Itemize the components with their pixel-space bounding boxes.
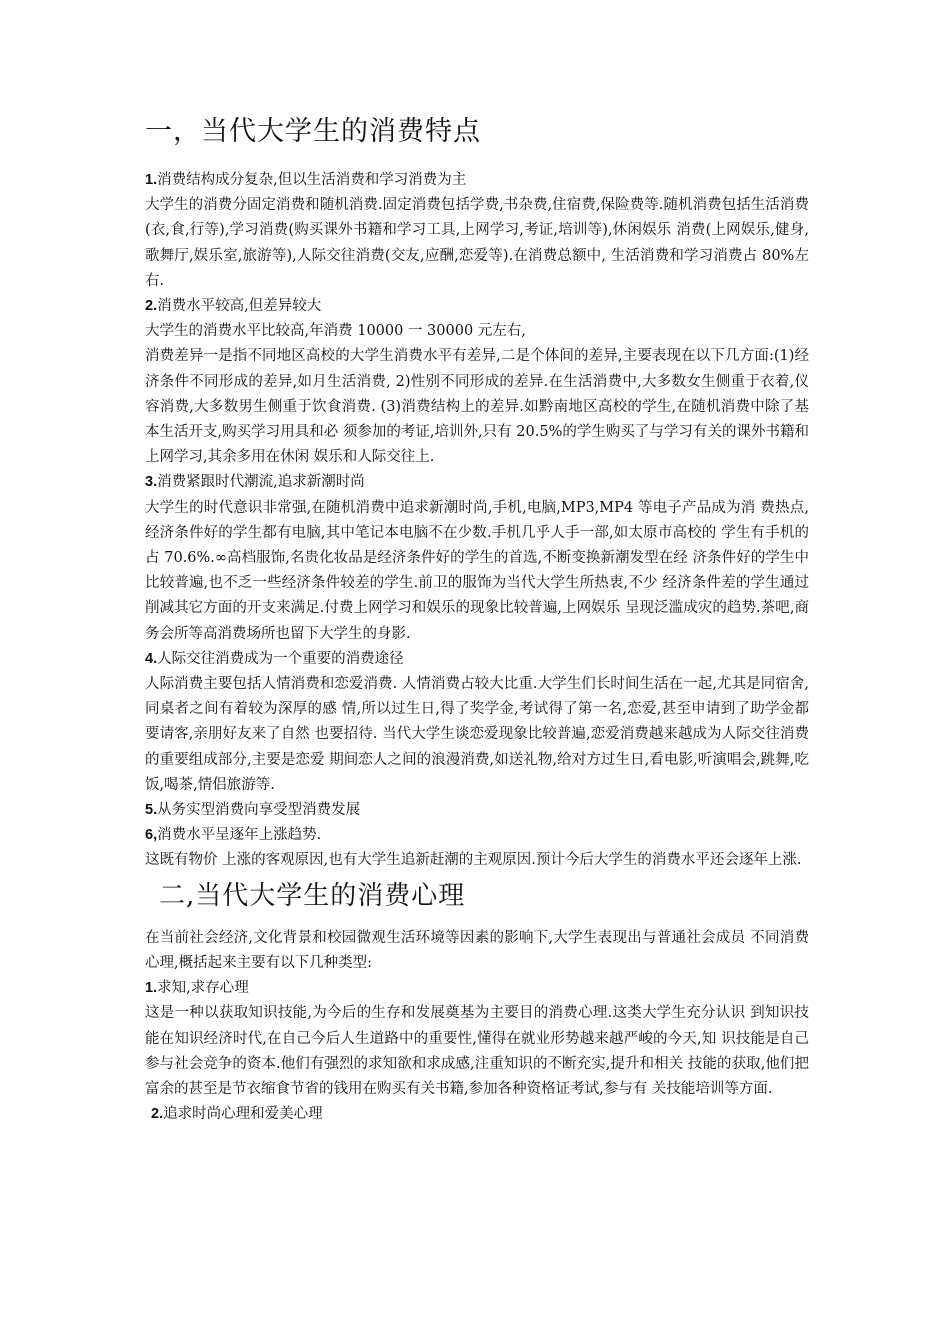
subheading-5	[145, 798, 809, 823]
subheading-3	[145, 470, 809, 495]
subheading-number: 1.	[145, 172, 158, 188]
section-1-title: 一，当代大学生的消费特点	[145, 116, 481, 147]
paragraph: 大学生的消费分固定消费和随机消费.固定消费包括学费,书杂费,住宿费,保险费等.随机消费包括生活消费(衣,食,行等),学习消费(购买课外书籍和学习工具,上网学习,考证,培训等),休闲娱乐 消费(上网娱乐,健身,歌舞厅,娱乐室,旅游等),人际交往消费(交友,应酬,恋爱等).在消费总额中, 生活消费和学习消费占 80%左右.	[145, 197, 809, 289]
subheading-s2-2	[145, 1102, 809, 1127]
subheading-number: 1.	[145, 980, 158, 997]
subheading-text: 从务实型消费向享受型消费发展	[157, 802, 361, 819]
paragraph: 大学生的时代意识非常强,在随机消费中追求新潮时尚,手机,电脑,MP3,MP4 等电子产品成为消 费热点,经济条件好的学生都有电脑,其中笔记本电脑不在少数.手机几乎人手一部,如太原市高校的 学生有手机的占 70.6%.∞高档服饰,名贵化妆品是经济条件好的学生的首选,不断变换新潮发型在经 济条件好的学生中比较普遍,也不乏一些经济条件较差的学生.前卫的服饰为当代大学生所热衷,不少 经济条件差的学生通过削减其它方面的开支来满足.付费上网学习和娱乐的现象比较普遍,上网娱乐 呈现泛滥成灾的趋势.茶吧,商务会所等高消费场所也留下大学生的身影.	[145, 499, 809, 642]
paragraph: 这既有物价 上涨的客观原因,也有大学生追新赶潮的主观原因.预计今后大学生的消费水平还会逐年上涨.	[145, 852, 802, 869]
subheading-text: 消费水平呈逐年上涨趋势.	[157, 827, 322, 844]
subheading-text: 消费紧跟时代潮流,追求新潮时尚	[157, 474, 365, 491]
subheading-number: 5.	[145, 802, 158, 819]
subheading-number: 6,	[145, 827, 158, 844]
subheading-text: 消费结构成分复杂,但以生活消费和学习消费为主	[157, 172, 467, 188]
paragraph: 消费差异一是指不同地区高校的大学生消费水平有差异,二是个体间的差异,主要表现在以下几方面:(1)经济条件不同形成的差异,如月生活消费, 2)性别不同形成的差异.在生活消费中,大多数女生侧重于衣着,仪容消费,大多数男生侧重于饮食消费. (3)消费结构上的差异.如黔南地区高校的学生,在随机消费中除了基本生活开支,购买学习用具和必 须参加的考证,培训外,只有 20.5%的学生购买了与学习有关的课外书籍和上网学习,其余多用在休闲 娱乐和人际交往上.	[145, 348, 809, 466]
subheading-6	[145, 823, 809, 848]
subheading-2	[145, 294, 809, 319]
subheading-text: 求知,求存心理	[157, 980, 249, 997]
subheading-s2-1	[145, 976, 809, 1001]
section-2-title: 二,当代大学生的消费心理	[159, 880, 466, 911]
paragraph: 人际消费主要包括人情消费和恋爱消费. 人情消费占较大比重.大学生们长时间生活在一起,尤其是同宿舍,同桌者之间有着较为深厚的感 情,所以过生日,得了奖学金,考试得了第一名,恋爱,甚至申请到了助学金都要请客,亲朋好友来了自然 也要招待. 当代大学生谈恋爱现象比较普遍,恋爱消费越来越成为人际交往消费的重要组成部分,主要是恋爱 期间恋人之间的浪漫消费,如送礼物,给对方过生日,看电影,听演唱会,跳舞,吃饭,喝茶,情侣旅游等.	[145, 676, 809, 793]
subheading-number: 3.	[145, 474, 158, 491]
subheading-number: 4.	[145, 650, 158, 667]
subheading-number: 2.	[145, 298, 158, 315]
subheading-text: 人际交往消费成为一个重要的消费途径	[157, 650, 404, 667]
spacer	[145, 918, 809, 926]
document-body	[145, 112, 809, 1127]
subheading-4	[145, 647, 809, 672]
subheading-text: 追求时尚心理和爱美心理	[163, 1106, 323, 1123]
spacer	[145, 152, 809, 168]
section-2-intro: 在当前社会经济,文化背景和校园微观生活环境等因素的影响下,大学生表现出与普通社会成员 不同消费心理,概括起来主要有以下几种类型:	[145, 929, 809, 971]
subheading-text: 消费水平较高,但差异较大	[157, 298, 322, 315]
subheading-number: 2.	[151, 1106, 164, 1123]
paragraph: 大学生的消费水平比较高,年消费 10000 一 30000 元左右,	[145, 323, 526, 340]
paragraph: 这是一种以获取知识技能,为今后的生存和发展奠基为主要目的消费心理.这类大学生充分认识 到知识技能在知识经济时代,在自己今后人生道路中的重要性,懂得在就业形势越来越严峻的今天,知 识技能是自己参与社会竞争的资本.他们有强烈的求知欲和求成感,注重知识的不断充实,提升和相关 技能的获取,他们把富余的甚至是节衣缩食节省的钱用在购买有关书籍,参加各种资格证考试,参与有 关技能培训等方面.	[145, 1005, 809, 1097]
subheading-1	[145, 168, 809, 193]
